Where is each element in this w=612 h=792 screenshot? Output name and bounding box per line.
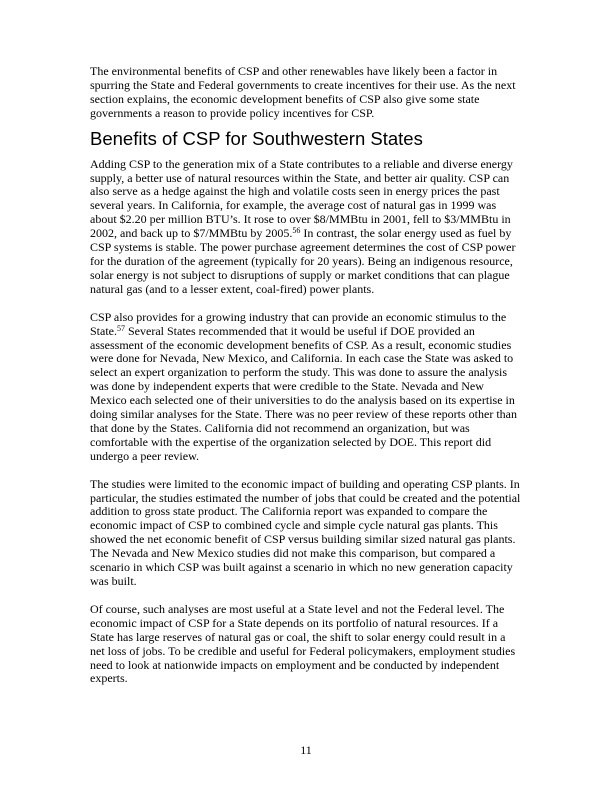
paragraph-energy-mix xyxy=(90,158,522,297)
footnote-ref-57: 57 xyxy=(117,323,125,333)
paragraph-text: In contrast, the solar energy used as fuel by CSP systems is stable. The power purchase agreement determines the cost of CSP power for the duration of the agreement (typically for 20 years). Being an indigenous resource, solar energy is not subject to disruptions of supply or market conditions that can plague natural gas (and to a lesser extent, coal-fired) power plants. xyxy=(90,226,516,296)
page-number: 11 xyxy=(300,743,312,758)
paragraph-federal: Of course, such analyses are most useful at a State level and not the Federal level. The economic impact of CSP for a State depends on its portfolio of natural resources. If a State has large reserves of natural gas or coal, the shift to solar energy could result in a net loss of jobs. To be credible and useful for Federal policymakers, employment studies need to look at nationwide impacts on employment and be conducted by independent experts. xyxy=(90,601,516,686)
paragraph-text: CSP also provides for a growing industry that can provide an economic stimulus to the State. xyxy=(90,309,507,338)
paragraph-intro: The environmental benefits of CSP and other renewables have likely been a factor in spurring the State and Federal governments to create incentives for their use. As the next section explains, the economic development benefits of CSP also give some state governments a reason to provide policy incentives for CSP. xyxy=(90,64,516,120)
section-heading: Benefits of CSP for Southwestern States xyxy=(90,127,423,149)
paragraph-text: Adding CSP to the generation mix of a State contributes to a reliable and diverse energy supply, a better use of natural resources within the State, and better air quality. CSP can also serve as a hedge against the high and volatile costs seen in energy prices the past several years. In California, for example, the average cost of natural gas in 1999 was about $2.20 per million BTU’s. It rose to over $8/MMBtu in 2001, fell to $3/MMBtu in 2002, and back up to $7/MMBtu by 2005. xyxy=(90,156,513,241)
footnote-ref-56: 56 xyxy=(292,226,301,236)
paragraph-text: Several States recommended that it would be useful if DOE provided an assessment of the economic development benefits of CSP. As a result, economic studies were done for Nevada, New Mexico, and California. In each case the State was asked to select an expert organization to perform the study. This was done to assure the analysis was done by independent experts that were credible to the State. Nevada and New Mexico each selected one of their universities to do the analysis based on its expertise in doing similar analyses for the State. There was no peer review of these reports other than that done by the States. California did not recommend an organization, but was comfortable with the expertise of the organization selected by DOE. This report did undergo a peer review. xyxy=(90,323,517,463)
paragraph-studies: The studies were limited to the economic impact of building and operating CSP plants. In particular, the studies estimated the number of jobs that could be created and the potential addition to gross state product. The California report was expanded to compare the economic impact of CSP to combined cycle and simple cycle natural gas plants. This showed the net economic benefit of CSP versus building similar sized natural gas plants. The Nevada and New Mexico studies did not make this comparison, but compared a scenario in which CSP was built against a scenario in which no new generation capacity was built. xyxy=(90,476,521,588)
paragraph-industry xyxy=(90,311,522,464)
